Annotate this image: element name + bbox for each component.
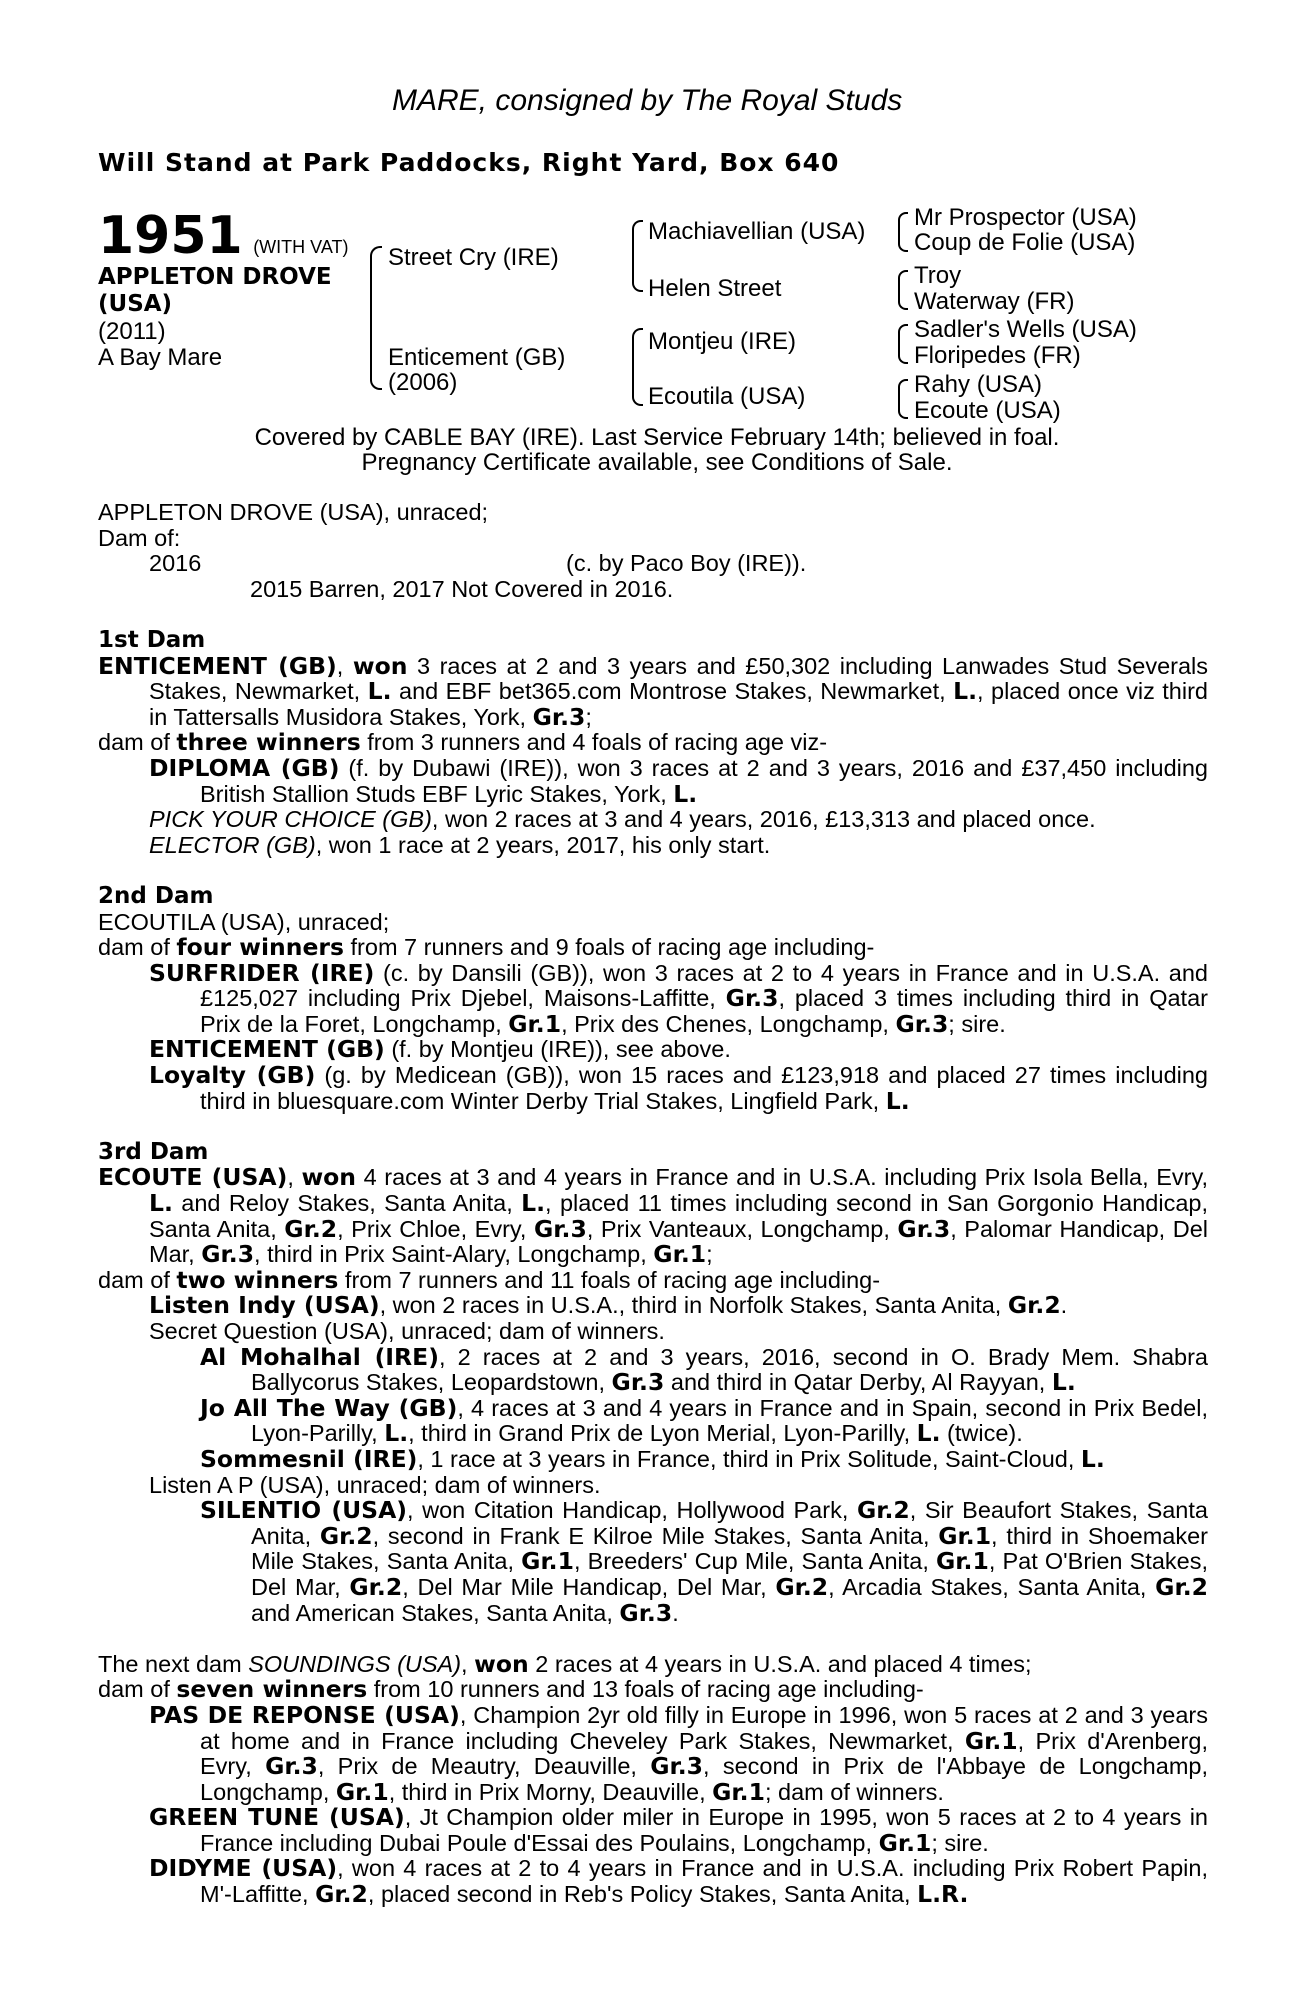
stand-location: Will Stand at Park Paddocks, Right Yard, Box 640: [98, 148, 840, 177]
pedigree-ddd: Ecoute (USA): [914, 397, 1061, 424]
catalogue-body: [98, 500, 1208, 1908]
second-dam-produce-summary: dam of four winners from 7 runners and 9 foals of racing age including-: [98, 933, 875, 962]
pedigree-dam-year: (2006): [388, 369, 458, 396]
next-dam-record: The next dam SOUNDINGS (USA), won 2 races at 4 years in U.S.A. and placed 4 times;: [98, 1649, 1032, 1678]
pedigree-dam-sire: Montjeu (IRE): [648, 328, 797, 355]
pedigree-brace-sd: [898, 270, 908, 310]
consignor-title: MARE, consigned by The Royal Studs: [392, 84, 903, 117]
third-dam-progeny: Secret Question (USA), unraced; dam of winners.: [149, 1318, 665, 1344]
next-dam-progeny: DIDYME (USA), won 4 races at 2 to 4 years in France and in U.S.A. including Prix Robert Papin, M'-Laffitte, Gr.2, placed second in Reb's Policy Stakes, Santa Anita, L.R.: [149, 1854, 1208, 1909]
second-dam-progeny: ENTICEMENT (GB) (f. by Montjeu (IRE)), see above.: [149, 1035, 731, 1064]
pedigree-brace-ss: [898, 212, 908, 252]
lot-number-line: [98, 206, 349, 266]
next-dam-produce-summary: dam of seven winners from 10 runners and 13 foals of racing age including-: [98, 1675, 924, 1704]
grand-progeny: SILENTIO (USA), won Citation Handicap, Hollywood Park, Gr.2, Sir Beaufort Stakes, Santa Anita, Gr.2, second in Frank E Kilroe Mile Stakes, Santa Anita, Gr.1, third in Shoemaker Mile Stakes, Santa Anita, Gr.1, Breeders' Cup Mile, Santa Anita, Gr.1, Pat O'Brien Stakes, Del Mar, Gr.2, Del Mar Mile Handicap, Del Mar, Gr.2, Arcadia Stakes, Santa Anita, Gr.2 and American Stakes, Santa Anita, Gr.3.: [200, 1496, 1208, 1627]
grand-progeny: Jo All The Way (GB), 4 races at 3 and 4 years in France and in Spain, second in Prix Bedel, Lyon-Parilly, L., third in Grand Prix de Lyon Merial, Lyon-Parilly, L. (twice).: [200, 1393, 1208, 1448]
pedigree-brace-ds: [898, 324, 908, 364]
pedigree-sss: Mr Prospector (USA): [914, 204, 1137, 231]
pedigree-sire-dam: Helen Street: [648, 275, 782, 302]
pedigree-brace-sire: [632, 220, 643, 292]
pedigree-dam-dam: Ecoutila (USA): [648, 383, 806, 410]
first-dam-progeny: ELECTOR (GB), won 1 race at 2 years, 2017, his only start.: [149, 831, 771, 858]
first-dam-progeny: DIPLOMA (GB) (f. by Dubawi (IRE)), won 3 races at 2 and 3 years, 2016 and £37,450 including British Stallion Studs EBF Lyric Stakes, York, L.: [149, 753, 1208, 808]
horse-country: (USA): [98, 291, 173, 317]
covered-note: Covered by CABLE BAY (IRE). Last Service February 14th; believed in foal.: [254, 424, 1060, 451]
third-dam-produce-summary: dam of two winners from 7 runners and 11 foals of racing age including-: [98, 1265, 881, 1294]
produce-year: 2016: [149, 550, 202, 577]
pedigree-ssd: Coup de Folie (USA): [914, 229, 1136, 256]
lot-number: 1951: [98, 206, 243, 266]
pedigree-brace-gen1: [370, 246, 382, 390]
third-dam-progeny: Listen A P (USA), unraced; dam of winners.: [149, 1471, 601, 1498]
first-dam-progeny: PICK YOUR CHOICE (GB), won 2 races at 3 and 4 years, 2016, £13,313 and placed once.: [149, 806, 1096, 833]
first-dam-record: ENTICEMENT (GB), won 3 races at 2 and 3 years and £50,302 including Lanwades Stud Severals Stakes, Newmarket, L. and EBF bet365.com Montrose Stakes, Newmarket, L., placed once viz third in Tattersalls Musidora Stakes, York, Gr.3;: [98, 651, 1209, 731]
third-dam-record: ECOUTE (USA), won 4 races at 3 and 4 years in France and in U.S.A. including Prix Isola Bella, Evry, L. and Reloy Stakes, Santa Anita, L., placed 11 times including second in San Gorgonio Handicap, Santa Anita, Gr.2, Prix Chloe, Evry, Gr.3, Prix Vanteaux, Longchamp, Gr.3, Palomar Handicap, Del Mar, Gr.3, third in Prix Saint-Alary, Longchamp, Gr.1;: [98, 1163, 1208, 1269]
horse-description: A Bay Mare: [98, 344, 223, 371]
pedigree-dds: Rahy (USA): [914, 371, 1043, 398]
second-dam-progeny: Loyalty (GB) (g. by Medicean (GB)), won 15 races and £123,918 and placed 27 times including third in bluesquare.com Winter Derby Trial Stakes, Lingfield Park, L.: [149, 1061, 1209, 1115]
horse-name: APPLETON DROVE: [98, 264, 332, 290]
pedigree-sire: Street Cry (IRE): [388, 244, 559, 271]
pedigree-sire-sire: Machiavellian (USA): [648, 218, 866, 245]
grand-progeny: Sommesnil (IRE), 1 race at 3 years in France, third in Prix Solitude, Saint-Cloud, L.: [200, 1444, 1105, 1473]
pedigree-dam: Enticement (GB): [388, 344, 566, 371]
third-dam-heading: 3rd Dam: [98, 1138, 209, 1165]
second-dam-progeny: SURFRIDER (IRE) (c. by Dansili (GB)), won 3 races at 2 to 4 years in France and in U.S.A. and £125,027 including Prix Djebel, Maisons-Laffitte, Gr.3, placed 3 times including third in Qatar Prix de la Foret, Longchamp, Gr.1, Prix des Chenes, Longchamp, Gr.3; sire.: [149, 958, 1208, 1038]
next-dam-progeny: GREEN TUNE (USA), Jt Champion older miler in Europe in 1995, won 5 races at 2 to 4 years in France including Dubai Poule d'Essai des Poulains, Longchamp, Gr.1; sire.: [149, 1803, 1208, 1857]
pedigree-dss: Sadler's Wells (USA): [914, 316, 1137, 343]
first-dam-produce-summary: dam of three winners from 3 runners and 4 foals of racing age viz-: [98, 728, 828, 757]
second-dam-intro: ECOUTILA (USA), unraced;: [98, 908, 390, 935]
next-dam-progeny: PAS DE REPONSE (USA), Champion 2yr old filly in Europe in 1996, won 5 races at 2 and 3 years at home and in France including Cheveley Park Stakes, Newmarket, Gr.1, Prix d'Arenberg, Evry, Gr.3, Prix de Meautry, Deauville, Gr.3, second in Prix de l'Abbaye de Longchamp, Longchamp, Gr.1, third in Prix Morny, Deauville, Gr.1; dam of winners.: [149, 1700, 1209, 1806]
first-dam-heading: 1st Dam: [98, 626, 206, 653]
produce-note: 2015 Barren, 2017 Not Covered in 2016.: [250, 575, 674, 602]
second-dam-heading: 2nd Dam: [98, 882, 214, 909]
produce-dam-of: Dam of:: [98, 524, 181, 551]
pedigree-dsd: Floripedes (FR): [914, 342, 1081, 369]
pregnancy-note: Pregnancy Certificate available, see Conditions of Sale.: [361, 449, 953, 476]
vat-note: (WITH VAT): [253, 237, 349, 257]
grand-progeny: Al Mohalhal (IRE), 2 races at 2 and 3 years, 2016, second in O. Brady Mem. Shabra Ballycorus Stakes, Leopardstown, Gr.3 and third in Qatar Derby, Al Rayyan, L.: [200, 1342, 1209, 1397]
pedigree-brace-dam: [632, 328, 643, 406]
third-dam-progeny: Listen Indy (USA), won 2 races in U.S.A., third in Norfolk Stakes, Santa Anita, Gr.2.: [149, 1291, 1068, 1320]
pedigree-brace-dd: [898, 379, 908, 419]
horse-year: (2011): [98, 318, 166, 345]
pedigree-sdd: Waterway (FR): [914, 288, 1075, 315]
pedigree-sds: Troy: [914, 262, 962, 289]
produce-record: [98, 551, 1208, 577]
produce-foal: (c. by Paco Boy (IRE)).: [566, 550, 807, 577]
produce-intro: APPLETON DROVE (USA), unraced;: [98, 499, 489, 525]
